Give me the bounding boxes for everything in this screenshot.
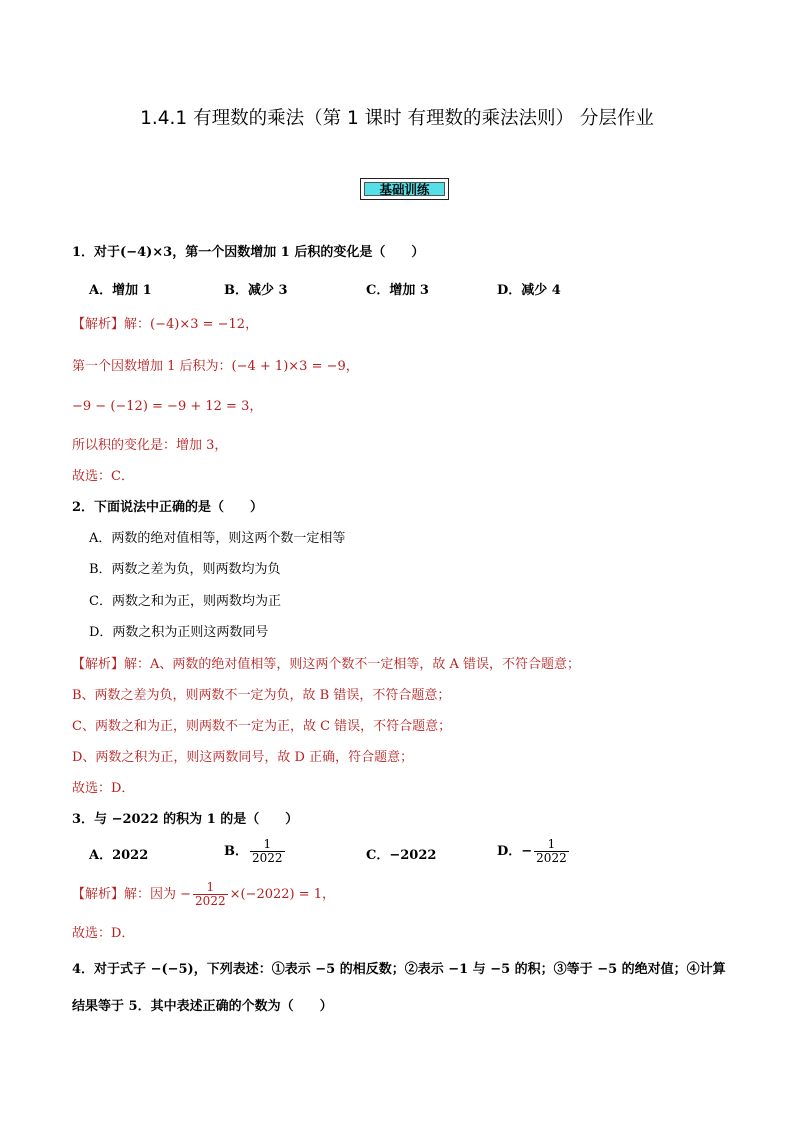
q3-option-d [497, 838, 571, 865]
q2-analysis-line-1 [72, 656, 580, 674]
section-badge: 基础训练 [364, 182, 445, 196]
analysis-tag: 【解析】 [72, 887, 125, 902]
q1-analysis-line-1 [72, 316, 258, 334]
fraction-1-over-2022 [193, 881, 228, 908]
section-badge-frame [360, 178, 449, 200]
q3-option-b-label: B． [224, 844, 248, 859]
q2-analysis-line-2: B、两数之差为负，则两数不一定为负，故 B 错误，不符合题意； [72, 688, 451, 703]
q1-analysis-line-2: 第一个因数增加 1 后积为：(−4 + 1)×3 = −9， [72, 359, 359, 374]
q2-option-d: D．两数之积为正则这两数同号 [89, 625, 269, 640]
fraction-denominator: 2022 [536, 851, 567, 865]
q2-analysis-text-1: 解：A、两数的绝对值相等，则这两个数不一定相等，故 A 错误，不符合题意； [124, 657, 581, 672]
q1-analysis-line-4: 所以积的变化是：增加 3， [72, 438, 228, 453]
q2-analysis-line-4: D、两数之积为正，则这两数同号，故 D 正确，符合题意； [72, 750, 414, 765]
q1-option-a: A．增加 1 [89, 283, 152, 298]
q3-option-a: A．2022 [89, 848, 149, 863]
question-3-stem: 3．与 −2022 的积为 1 的是（ ） [72, 812, 299, 827]
q2-answer: 故选：D． [72, 781, 135, 796]
q1-analysis-line-3: −9 − (−12) = −9 + 12 = 3， [72, 399, 263, 414]
q3-analysis-prefix: 解：因为 − [124, 887, 192, 902]
q3-option-c: C．−2022 [366, 848, 437, 863]
analysis-tag: 【解析】 [72, 657, 125, 672]
q1-analysis-text-1: 解：(−4)×3 = −12， [124, 317, 259, 332]
analysis-tag: 【解析】 [72, 317, 125, 332]
q1-answer: 故选：C． [72, 469, 134, 484]
q1-option-b: B．减少 3 [224, 283, 288, 298]
page-title: 1.4.1 有理数的乘法（第 1 课时 有理数的乘法法则） 分层作业 [140, 108, 654, 129]
fraction-numerator: 1 [193, 881, 228, 895]
question-2-stem: 2．下面说法中正确的是（ ） [72, 500, 264, 515]
q3-option-d-label: D．− [497, 844, 533, 859]
q3-analysis-line [72, 881, 335, 908]
q3-answer: 故选：D． [72, 926, 135, 941]
fraction-numerator: 1 [534, 838, 569, 852]
q2-analysis-line-3: C、两数之和为正，则两数不一定为正，故 C 错误，不符合题意； [72, 719, 452, 734]
q2-option-c: C．两数之和为正，则两数均为正 [89, 594, 281, 609]
q2-option-a: A．两数的绝对值相等，则这两个数一定相等 [89, 531, 346, 546]
q1-option-d: D．减少 4 [497, 283, 561, 298]
q3-analysis-suffix: ×(−2022) = 1， [229, 887, 336, 902]
question-4-stem-line-2: 结果等于 5．其中表述正确的个数为（ ） [72, 999, 333, 1014]
q3-option-b [224, 838, 287, 865]
q1-option-c: C．增加 3 [366, 283, 429, 298]
fraction-denominator: 2022 [252, 851, 283, 865]
question-1-stem: 1．对于(−4)×3，第一个因数增加 1 后积的变化是（ ） [72, 245, 425, 260]
fraction-1-over-2022 [534, 838, 569, 865]
fraction-1-over-2022 [250, 838, 285, 865]
fraction-numerator: 1 [250, 838, 285, 852]
q2-option-b: B．两数之差为负，则两数均为负 [89, 562, 281, 577]
question-4-stem-line-1: 4．对于式子 −(−5)，下列表述：①表示 −5 的相反数；②表示 −1 与 −5 的积；③等于 −5 的绝对值；④计算 [72, 962, 726, 977]
fraction-denominator: 2022 [195, 894, 226, 908]
